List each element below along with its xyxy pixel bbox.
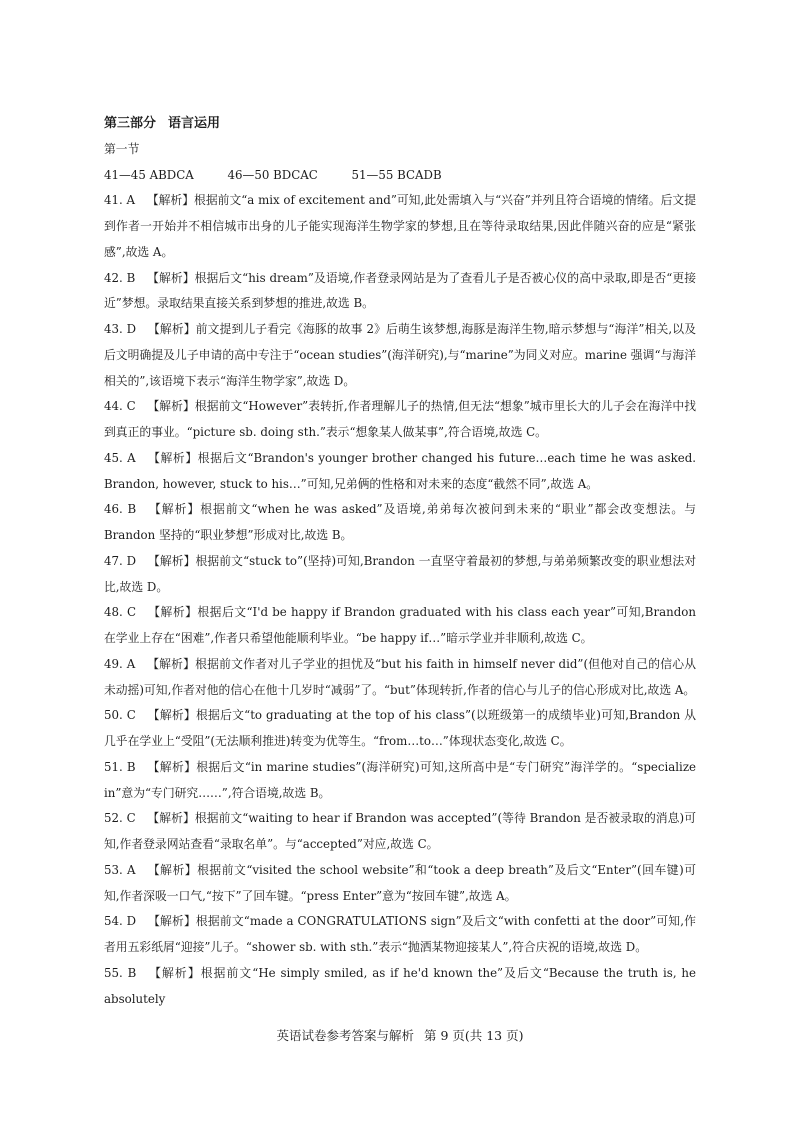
explanation-item <box>104 755 696 807</box>
item-spacer <box>138 451 142 465</box>
page-footer <box>0 1026 800 1044</box>
item-number: 49. A <box>104 656 136 671</box>
footer-title: 英语试卷参考答案与解析 <box>276 1028 414 1043</box>
item-text: 【解析】根据后文“to graduating at the top of his class”(以班级第一的成绩毕业)可知,Brandon 从几乎在学业上“受阻”(无法顺利推进)转变为优等生。“from…to…”体现状态变化,故选 C。 <box>104 708 696 748</box>
item-number: 54. D <box>104 914 137 929</box>
explanation-item <box>104 497 696 549</box>
item-text: 【解析】根据后文“Brandon's younger brother changed his future…each time he was asked. Brandon, however, stuck to his…”可知,兄弟俩的性格和对未来的态度“截然不同”,故选 A。 <box>104 450 697 491</box>
item-spacer <box>137 193 141 207</box>
section-title <box>104 111 696 137</box>
answer-key-row <box>104 163 696 189</box>
answer-key-group: 51—55 BCADB <box>351 167 442 182</box>
item-number: 43. D <box>104 322 137 336</box>
explanation-item <box>104 961 696 1013</box>
item-spacer <box>138 914 142 928</box>
item-spacer <box>138 605 142 619</box>
answer-key-group: 41—45 ABDCA <box>104 167 194 182</box>
explanation-list <box>104 188 696 1012</box>
item-number: 48. C <box>104 605 137 620</box>
item-text: 【解析】根据前文“He simply smiled, as if he'd known the”及后文“Because the truth is, he absolutely <box>104 965 696 1006</box>
explanation-item <box>104 909 696 961</box>
footer-page-number: 第 9 页(共 13 页) <box>423 1028 524 1043</box>
explanation-item <box>104 600 696 652</box>
item-text: 【解析】根据后文“in marine studies”(海洋研究)可知,这所高中是“专门研究”海洋学的。“specialize in”意为“专门研究……”,符合语境,故选 B。 <box>104 759 697 800</box>
item-number: 52. C <box>104 811 136 826</box>
item-spacer <box>138 760 142 774</box>
section-title-topic: 语言运用 <box>168 116 221 131</box>
subsection-title: 第一节 <box>104 141 140 156</box>
item-number: 41. A <box>104 193 136 208</box>
item-text: 【解析】根据前文“waiting to hear if Brandon was accepted”(等待 Brandon 是否被录取的消息)可知,作者登录网站查看“录取名单”。与“accepted”对应,故选 C。 <box>104 811 696 851</box>
item-number: 45. A <box>104 450 136 465</box>
item-number: 44. C <box>104 399 136 414</box>
explanation-item <box>104 806 696 858</box>
explanation-item <box>104 446 696 498</box>
item-text: 【解析】根据前文“when he was asked”及语境,弟弟每次被问到未来的“职业”都会改变想法。与 Brandon 坚持的“职业梦想”形成对比,故选 B。 <box>104 502 697 542</box>
section-title-part: 第三部分 <box>104 116 157 131</box>
item-spacer <box>137 271 141 285</box>
item-text: 【解析】根据后文“I'd be happy if Brandon graduated with his class each year”可知,Brandon 在学业上存在“困难”,作者只希望他能顺利毕业。“be happy if…”暗示学业并非顺利,故选 C。 <box>104 605 696 645</box>
explanation-item <box>104 652 696 704</box>
item-spacer <box>138 966 143 980</box>
item-text: 【解析】根据前文“a mix of excitement and”可知,此处需填入与“兴奋”并列且符合语境的情绪。后文提到作者一开始并不相信城市出身的儿子能实现海洋生物学家的梦想,且在等待录取结果,因此伴随兴奋的应是“紧张感”,故选 A。 <box>104 193 697 259</box>
item-text: 【解析】根据前文“visited the school website”和“took a deep breath”及后文“Enter”(回车键)可知,作者深吸一口气,“按下”了回车键。“press Enter”意为“按回车键”,故选 A。 <box>104 862 697 903</box>
item-spacer <box>138 708 142 722</box>
explanation-item <box>104 317 696 394</box>
item-spacer <box>138 502 143 516</box>
item-number: 46. B <box>104 502 137 517</box>
item-text: 【解析】前文提到儿子看完《海豚的故事 2》后萌生该梦想,海豚是海洋生物,暗示梦想与“海洋”相关,以及后文明确提及儿子申请的高中专注于“ocean studies”(海洋研究),与“marine”为同义对应。marine 强调“与海洋相关的”,该语境下表示“海洋生物学家”,故选 D。 <box>104 322 697 388</box>
item-text: 【解析】根据前文作者对儿子学业的担忧及“but his faith in himself never did”(但他对自己的信心从未动摇)可知,作者对他的信心在他十几岁时“减弱”了。“but”体现转折,作者的信心与儿子的信心形成对比,故选 A。 <box>104 656 697 697</box>
explanation-item <box>104 858 696 910</box>
explanation-item <box>104 266 696 318</box>
item-spacer <box>138 811 142 825</box>
item-text: 【解析】根据前文“stuck to”(坚持)可知,Brandon 一直坚守着最初的梦想,与弟弟频繁改变的职业想法对比,故选 D。 <box>104 553 697 594</box>
item-number: 53. A <box>104 862 136 877</box>
item-number: 42. B <box>104 270 136 285</box>
item-spacer <box>137 657 141 671</box>
explanation-item <box>104 188 696 265</box>
item-number: 47. D <box>104 553 137 568</box>
item-number: 55. B <box>104 965 137 980</box>
item-text: 【解析】根据后文“his dream”及语境,作者登录网站是为了查看儿子是否被心仪的高中录取,即是否“更接近”梦想。录取结果直接关系到梦想的推进,故选 B。 <box>104 270 696 311</box>
explanation-item <box>104 394 696 446</box>
item-text: 【解析】根据前文“made a CONGRATULATIONS sign”及后文“with confetti at the door”可知,作者用五彩纸屑“迎接”儿子。“shower sb. with sth.”表示“抛洒某物迎接某人”,符合庆祝的语境,故选 D。 <box>104 914 696 954</box>
explanation-item <box>104 703 696 755</box>
answer-content <box>104 111 696 1012</box>
item-spacer <box>138 399 142 413</box>
item-spacer <box>138 554 142 568</box>
answer-key-group: 46—50 BDCAC <box>227 167 318 182</box>
explanation-item <box>104 549 696 601</box>
item-number: 51. B <box>104 759 136 774</box>
item-text: 【解析】根据前文“However”表转折,作者理解儿子的热情,但无法“想象”城市里长大的儿子会在海洋中找到真正的事业。“picture sb. doing sth.”表示“想象某人做某事”,符合语境,故选 C。 <box>104 399 696 439</box>
item-spacer <box>138 322 142 336</box>
item-number: 50. C <box>104 708 136 723</box>
item-spacer <box>138 863 142 877</box>
